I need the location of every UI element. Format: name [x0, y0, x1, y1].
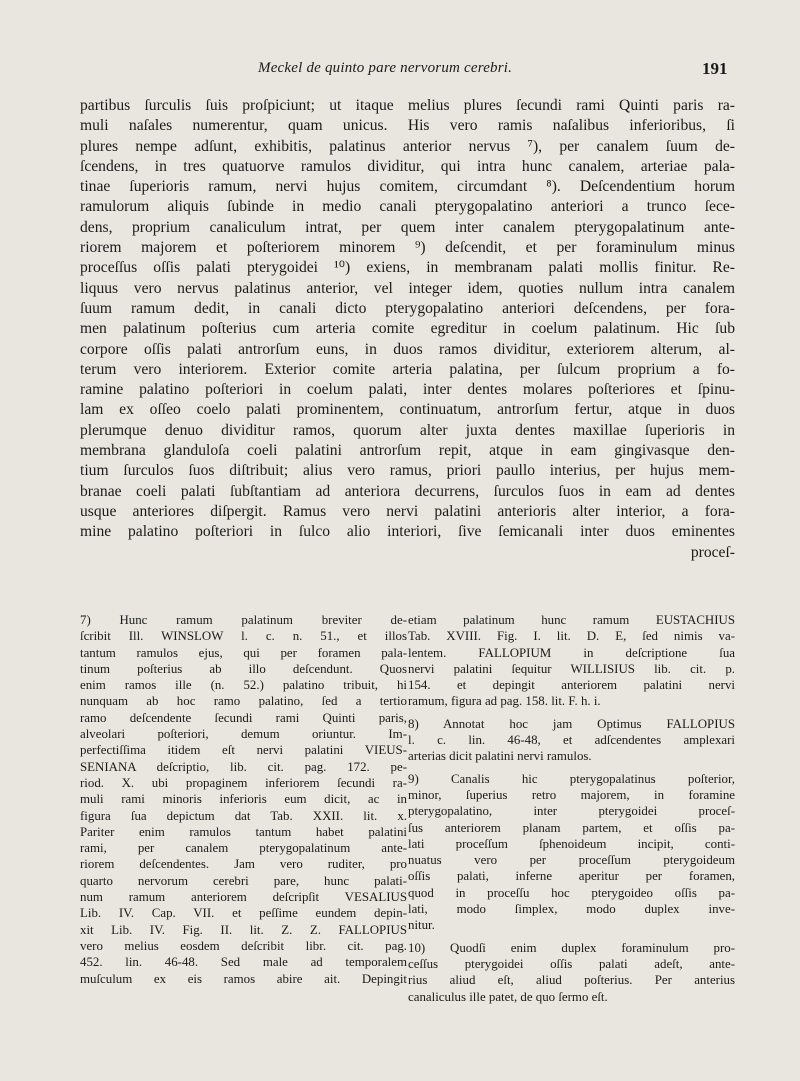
- footnotes-right-line: ſus anteriorem planam partem, et oſſis pa-: [408, 820, 735, 835]
- main-text-line: riorem majorem et poſteriorem minorem ⁹) deſcendit, et per foraminulum minus: [80, 239, 735, 257]
- footnotes-right-line: l. c. lin. 46-48, et adſcendentes amplexari: [408, 733, 735, 748]
- main-text-line: partibus ſurculis ſuis proſpiciunt; ut itaque melius plures ſecundi rami Quinti paris ra-: [80, 97, 735, 114]
- main-text-line: tinae ſuperioris ramum, nervi hujus comitem, circumdant ⁸). Deſcendentium horum: [80, 178, 735, 196]
- footnotes-left-line: riorem deſcendentes. Jam vero ruditer, pro: [80, 857, 407, 872]
- main-text-line: mine palatino poſteriori in ſulco alio interiori, ſive ſemicanali inter duos eminentes: [80, 523, 735, 541]
- footnotes-right-line: lati proceſſum ſphenoideum incipit, conti-: [408, 836, 735, 851]
- footnotes-left-line: ſcribit Ill. WINSLOW l. c. n. 51., et illos: [80, 629, 407, 644]
- footnotes-right-line: arterias dicit palatini nervi ramulos.: [408, 749, 592, 764]
- footnotes-right-line: nuatus vero per proceſſum pterygoideum: [408, 853, 735, 868]
- main-text-line: membrana glanduloſa coeli palatini antrorſum repit, atque in eam gingivasque den-: [80, 442, 735, 460]
- main-text-line: proceſſus oſſis palati pterygoidei ¹⁰) exiens, in membranam palati mollis finitur. Re-: [80, 259, 735, 277]
- footnotes-right-line: minor, ſuperius retro majorem, in foramine: [408, 787, 735, 802]
- footnotes-right-line: 154. et depingit anteriorem palatini nervi: [408, 678, 735, 693]
- footnotes-left-line: Lib. IV. Cap. VII. et peſſime eundem depin-: [80, 906, 407, 921]
- main-text-line: branae coeli palati ſubſtantiam ad anteriora decurrens, ſurculos ſuos in eam ad dentes: [80, 482, 735, 500]
- footnotes-right-line: etiam palatinum hunc ramum EUSTACHIUS: [408, 613, 735, 627]
- footnotes-left-column: [80, 612, 407, 987]
- running-title: Meckel de quinto pare nervorum cerebri.: [258, 60, 513, 76]
- footnotes-right-line: canaliculus ille patet, de quo ſermo eſt.: [408, 989, 608, 1004]
- footnotes-right-line: quod in proceſſu hoc pterygoideo oſſis pa-: [408, 885, 735, 900]
- footnotes-left-line: enim ramos ille (n. 52.) palatino tribuit, hi: [80, 678, 407, 693]
- footnotes-left-line: xit Lib. IV. Fig. II. lit. Z. Z. FALLOPIUS: [80, 922, 407, 937]
- main-text-line: ſcendens, in tres quatuorve ramulos dividitur, qui intra hunc canalem, arteriae pala-: [80, 157, 735, 175]
- footnotes-right-line: 8) Annotat hoc jam Optimus FALLOPIUS: [408, 716, 735, 731]
- main-text-line: terum vero interiorem. Exterior comite arteria palatina, per ſulcum proprium a fo-: [80, 360, 735, 378]
- footnotes-left-line: nunquam ab hoc ramo palatino, ſed a tertio: [80, 694, 407, 709]
- main-text-line: usque anteriores diſpergit. Ramus vero nervi palatini anterioris alter interior, a fora-: [80, 502, 735, 520]
- footnotes-left-line: alveolari poſteriori, demum oriuntur. Im-: [80, 727, 407, 742]
- main-text-line: men palatinum poſterius cum arteria comite egreditur in coelum palatinum. Hic ſub: [80, 320, 735, 338]
- footnotes-right-line: nitur.: [408, 918, 435, 933]
- footnotes-left-line: vero melius eosdem deſcribit libr. cit. pag.: [80, 938, 407, 953]
- footnotes-right-line: Tab. XVIII. Fig. I. lit. D. E, ſed nimis va-: [408, 629, 735, 644]
- footnotes-right-line: pterygopalatino, inter pterygoidei proceſ-: [408, 804, 735, 819]
- footnotes-right-line: ceſſus pterygoidei oſſis palati adeſt, ante-: [408, 956, 735, 971]
- main-text-line: liquus vero nervus palatinus anterior, vel integer idem, quoties nullum intra canalem: [80, 279, 735, 297]
- main-text-line: dens, proprium canaliculum intrat, per quem inter canalem pterygopalatinum ante-: [80, 218, 735, 236]
- footnotes-left-line: quarto nervorum cerebri pare, hunc palati-: [80, 873, 407, 888]
- footnotes-left-line: SENIANA deſcriptio, lib. cit. pag. 172. pe-: [80, 759, 407, 774]
- footnotes-right-line: 10) Quodſi enim duplex foraminulum pro-: [408, 940, 735, 955]
- footnotes-right-line: lati, modo ſimplex, modo duplex inve-: [408, 902, 735, 917]
- footnotes-left-line: Pariter enim ramulos tantum habet palatini: [80, 824, 407, 839]
- footnotes-left-line: 7) Hunc ramum palatinum breviter de-: [80, 613, 407, 627]
- footnotes-left-line: muſculum ex eis ramos abire ait. Depingit: [80, 971, 407, 986]
- main-text-line: lam ex oſſeo coelo palati prominentem, continuatum, antrorſum fertur, atque in duos: [80, 401, 735, 419]
- footnotes-right-line: lentem. FALLOPIUM in deſcriptione ſua: [408, 645, 735, 660]
- footnotes-left-line: riod. X. ubi propaginem inferiorem ſecundi ra-: [80, 775, 407, 790]
- footnotes-left-line: perfectiſſima itidem eſt nervi palatini VIEUS-: [80, 743, 407, 758]
- footnotes-left-line: tantum ramulos ejus, qui per foramen pala-: [80, 645, 407, 660]
- footnotes-right-line: oſſis palati, inferne aperitur per foramen,: [408, 869, 735, 884]
- footnotes-left-line: muli rami minoris inferioris eum dicit, ac in: [80, 792, 407, 807]
- footnotes-right-column: [408, 612, 735, 1005]
- main-text-line: proceſ-: [690, 543, 735, 561]
- main-text-line: muli naſales numerentur, quam unicus. His vero ramis naſalibus inferioribus, ſi: [80, 117, 735, 135]
- main-text-block: [80, 96, 735, 563]
- footnotes-left-line: figura ſua depictum dat Tab. XXII. lit. x.: [80, 808, 407, 823]
- main-text-line: ramine palatino poſteriori in coelum palati, inter dentes molares poſteriores et ſpinu-: [80, 381, 735, 399]
- page-number: 191: [702, 59, 728, 78]
- footnotes-right-line: nervi palatini ſequitur WILLISIUS lib. cit. p.: [408, 661, 735, 676]
- footnotes-left-line: 452. lin. 46-48. Sed male ad temporalem: [80, 955, 407, 970]
- footnotes-left-line: num ramum anteriorem deſcripſit VESALIUS: [80, 890, 407, 905]
- footnotes-right-line: rius aliud eſt, aliud poſterius. Per anterius: [408, 973, 735, 988]
- main-text-line: ſuum ramum dedit, in canali dicto pterygopalatino anteriori deſcendens, per fora-: [80, 299, 735, 317]
- main-text-line: corpore oſſis palati antrorſum euns, in duos ramos dividitur, exteriorem alterum, al-: [80, 340, 735, 358]
- running-head: [0, 60, 800, 82]
- footnotes-left-line: ramo deſcendente ſecundi rami Quinti paris,: [80, 710, 407, 725]
- main-text-line: plures nempe adſunt, exhibitis, palatinus anterior nervus ⁷), per canalem ſuum de-: [80, 137, 735, 155]
- main-text-line: tium ſurculos ſuos diſtribuit; alius vero ramus, priori paullo interius, per hujus mem-: [80, 462, 735, 480]
- footnotes-left-line: rami, per canalem pterygopalatinum ante-: [80, 841, 407, 856]
- footnotes-right-line: ramum, figura ad pag. 158. lit. F. h. i.: [408, 694, 601, 709]
- main-text-line: ramulorum aliquis ſubinde in medio canali pterygopalatino anteriori a trunco ſece-: [80, 198, 735, 216]
- footnotes-right-line: 9) Canalis hic pterygopalatinus poſterior,: [408, 771, 735, 786]
- main-text-line: plerumque denuo dividitur ramos, quorum alter juxta dentes maxillae ſuperioris in: [80, 421, 735, 439]
- footnotes-left-line: tinum poſterius ab illo deſcendunt. Quos: [80, 661, 407, 676]
